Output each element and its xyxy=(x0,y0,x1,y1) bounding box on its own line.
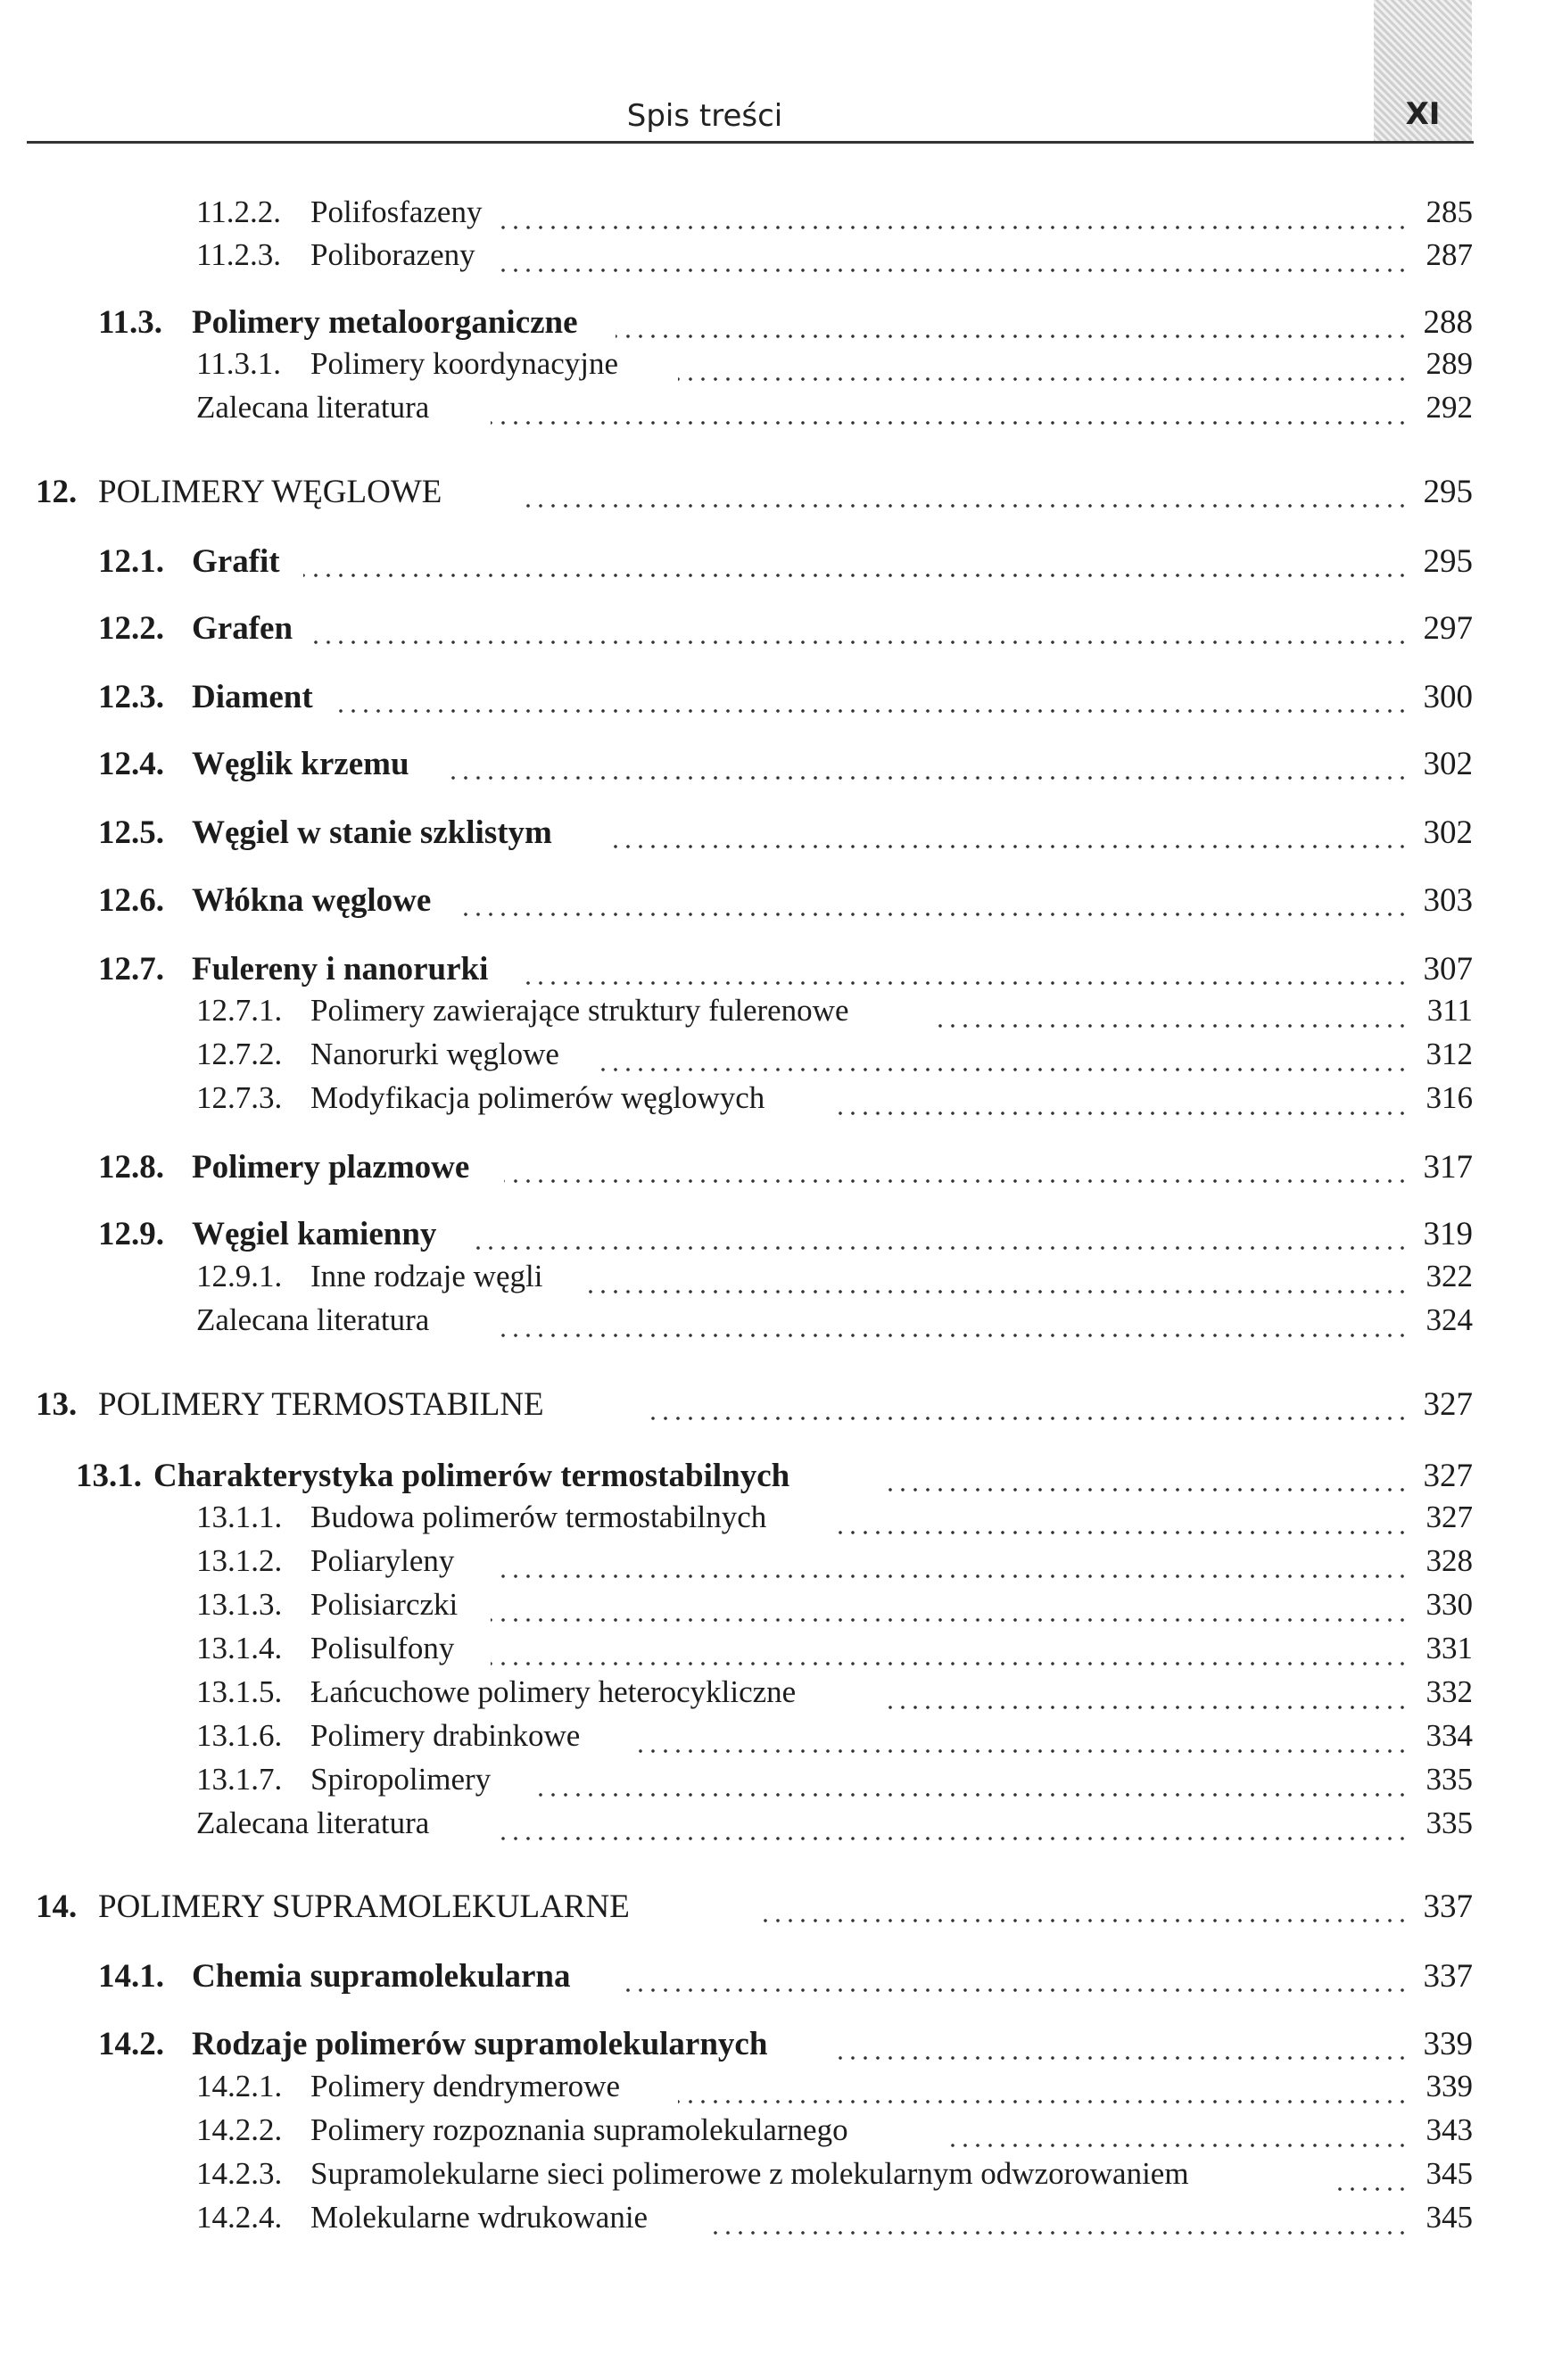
entry-number: 12.7. xyxy=(98,951,164,988)
toc-entry[interactable] xyxy=(0,303,1562,344)
entry-title: Polimery koordynacyjne xyxy=(310,346,625,382)
toc-entry[interactable] xyxy=(0,346,1562,387)
toc-entry[interactable] xyxy=(0,1080,1562,1121)
entry-number: 12.3. xyxy=(98,679,164,715)
toc-entry[interactable] xyxy=(0,2200,1562,2241)
entry-number: 14.2. xyxy=(98,2026,164,2062)
entry-title: Łańcuchowe polimery heterocykliczne xyxy=(310,1674,803,1710)
entry-page: 287 xyxy=(1410,237,1473,273)
entry-number: 14.2.3. xyxy=(196,2156,283,2191)
toc-entry[interactable] xyxy=(0,194,1562,236)
dot-leader xyxy=(500,1572,1409,1581)
entry-page: 328 xyxy=(1410,1543,1473,1579)
entry-number: 13.1.6. xyxy=(196,1718,283,1753)
entry-number: 12.6. xyxy=(98,882,164,919)
entry-page: 288 xyxy=(1410,303,1473,342)
entry-page: 334 xyxy=(1410,1718,1473,1754)
dot-leader xyxy=(500,223,1409,232)
dot-leader xyxy=(491,1616,1409,1624)
dot-leader xyxy=(616,332,1409,341)
dot-leader xyxy=(500,266,1409,275)
toc-entry[interactable] xyxy=(0,1385,1562,1426)
entry-title: Polimery zawierające struktury fulerenowe xyxy=(310,993,856,1029)
entry-number: 12.7.3. xyxy=(196,1080,283,1115)
dot-leader xyxy=(491,1659,1409,1668)
entry-page: 324 xyxy=(1410,1302,1473,1338)
entry-number: 12.9.1. xyxy=(196,1259,283,1293)
entry-number: 11.3. xyxy=(98,304,162,341)
entry-number: 12.5. xyxy=(98,814,164,851)
entry-title: Modyfikacja polimerów węglowych xyxy=(310,1080,772,1116)
dot-leader xyxy=(839,2054,1409,2062)
entry-title: Grafit xyxy=(192,542,287,581)
toc-entry[interactable] xyxy=(0,678,1562,719)
dot-leader xyxy=(446,773,1409,782)
entry-page: 295 xyxy=(1410,473,1473,511)
entry-title: POLIMERY SUPRAMOLEKULARNE xyxy=(98,1888,637,1926)
entry-number: 13.1.7. xyxy=(196,1762,283,1797)
entry-title: Rodzaje polimerów supramolekularnych xyxy=(192,2025,774,2063)
toc-entry[interactable] xyxy=(0,2156,1562,2197)
entry-page: 285 xyxy=(1410,194,1473,230)
entry-page: 335 xyxy=(1410,1806,1473,1841)
toc-entry[interactable] xyxy=(0,1259,1562,1300)
dot-leader xyxy=(517,979,1409,988)
entry-number: 12.7.1. xyxy=(196,993,283,1028)
entry-number: 11.3.1. xyxy=(196,346,281,381)
dot-leader xyxy=(607,842,1409,851)
toc-entry[interactable] xyxy=(0,1718,1562,1759)
entry-page: 335 xyxy=(1410,1762,1473,1797)
entry-title: Chemia supramolekularna xyxy=(192,1957,578,1996)
dot-leader xyxy=(883,1485,1409,1494)
toc-entry[interactable] xyxy=(0,1037,1562,1078)
entry-number: 14. xyxy=(36,1888,78,1925)
toc-entry[interactable] xyxy=(0,1888,1562,1929)
entry-number: 13.1.2. xyxy=(196,1543,283,1578)
dot-leader xyxy=(883,1703,1409,1712)
entry-page: 302 xyxy=(1410,745,1473,783)
toc-entry[interactable] xyxy=(0,1148,1562,1189)
toc-entry[interactable] xyxy=(0,1587,1562,1628)
entry-title: Diament xyxy=(192,678,320,716)
dot-leader xyxy=(303,571,1409,580)
entry-number: 12.4. xyxy=(98,746,164,782)
entry-title: Polimery plazmowe xyxy=(192,1148,476,1186)
entry-page: 345 xyxy=(1410,2156,1473,2192)
entry-title: Poliborazeny xyxy=(310,237,483,273)
entry-title: Spiropolimery xyxy=(310,1762,498,1797)
entry-page: 331 xyxy=(1410,1631,1473,1666)
dot-leader xyxy=(491,418,1409,427)
entry-page: 297 xyxy=(1410,609,1473,648)
entry-title: Polimery dendrymerowe xyxy=(310,2069,627,2104)
running-head-title: Spis treści xyxy=(626,98,783,134)
entry-title: Fulereny i nanorurki xyxy=(192,950,495,988)
page-number: XI xyxy=(1405,96,1441,132)
entry-number: 14.1. xyxy=(98,1958,164,1995)
toc-entry[interactable] xyxy=(0,2112,1562,2153)
entry-page: 345 xyxy=(1410,2200,1473,2235)
entry-page: 295 xyxy=(1410,542,1473,581)
dot-leader xyxy=(758,1916,1409,1925)
entry-title: Supramolekularne sieci polimerowe z molekularnym odwzorowaniem xyxy=(310,2156,1196,2192)
entry-page: 339 xyxy=(1410,2069,1473,2104)
dot-leader xyxy=(495,1834,1409,1843)
toc-entry[interactable] xyxy=(0,950,1562,991)
dot-leader xyxy=(678,375,1409,384)
entry-page: 303 xyxy=(1410,881,1473,920)
entry-title: Grafen xyxy=(192,609,300,648)
entry-number: 13.1.1. xyxy=(196,1500,283,1534)
entry-number: 12.9. xyxy=(98,1216,164,1252)
toc-entry[interactable] xyxy=(0,609,1562,650)
dot-leader xyxy=(517,501,1409,510)
toc-entry[interactable] xyxy=(0,1302,1562,1343)
toc-entry[interactable] xyxy=(0,1762,1562,1803)
dot-leader xyxy=(839,1528,1409,1537)
entry-page: 300 xyxy=(1410,678,1473,716)
dot-leader xyxy=(495,1331,1409,1340)
entry-number: 13. xyxy=(36,1386,78,1423)
entry-title: Polimery rozpoznania supramolekularnego xyxy=(310,2112,855,2148)
dot-leader xyxy=(589,1287,1409,1296)
toc-entry[interactable] xyxy=(0,745,1562,786)
toc-entry[interactable] xyxy=(0,2069,1562,2110)
entry-number: 14.2.2. xyxy=(196,2112,283,2147)
dot-leader xyxy=(1338,2185,1409,2194)
entry-number: 12. xyxy=(36,474,78,510)
entry-number: 13.1.4. xyxy=(196,1631,283,1665)
entry-page: 327 xyxy=(1410,1500,1473,1535)
dot-leader xyxy=(937,1021,1409,1030)
dot-leader xyxy=(339,707,1409,715)
entry-number: 13.1.5. xyxy=(196,1674,283,1709)
entry-title: Włókna węglowe xyxy=(192,881,438,920)
toc-entry[interactable] xyxy=(0,1543,1562,1584)
toc-entry[interactable] xyxy=(0,1957,1562,1998)
entry-title: POLIMERY TERMOSTABILNE xyxy=(98,1385,551,1424)
entry-number: 14.2.4. xyxy=(196,2200,283,2235)
entry-number: 12.7.2. xyxy=(196,1037,283,1071)
entry-page: 302 xyxy=(1410,814,1473,852)
toc-entry[interactable] xyxy=(0,1806,1562,1847)
dot-leader xyxy=(642,1414,1409,1423)
entry-page: 319 xyxy=(1410,1215,1473,1253)
entry-title: Nanorurki węglowe xyxy=(310,1037,566,1072)
entry-title: Zalecana literatura xyxy=(196,1806,436,1841)
entry-page: 327 xyxy=(1410,1385,1473,1424)
entry-number: 14.2.1. xyxy=(196,2069,283,2103)
toc-entry[interactable] xyxy=(0,1500,1562,1541)
dot-leader xyxy=(598,1065,1409,1074)
toc-entry[interactable] xyxy=(0,993,1562,1034)
toc-entry[interactable] xyxy=(0,473,1562,514)
entry-number: 11.2.3. xyxy=(196,237,281,272)
dot-leader xyxy=(946,2141,1409,2150)
entry-number: 12.1. xyxy=(98,543,164,580)
entry-title: Węgiel kamienny xyxy=(192,1215,443,1253)
entry-title: Molekularne wdrukowanie xyxy=(310,2200,655,2235)
dot-leader xyxy=(535,1790,1409,1799)
toc-entry[interactable] xyxy=(0,814,1562,855)
dot-leader xyxy=(839,1109,1409,1118)
dot-leader xyxy=(678,2097,1409,2106)
entry-number: 12.2. xyxy=(98,610,164,647)
toc-entry[interactable] xyxy=(0,237,1562,278)
toc-entry[interactable] xyxy=(0,881,1562,922)
entry-title: Polisiarczki xyxy=(310,1587,465,1623)
entry-title: Węgiel w stanie szklistym xyxy=(192,814,559,852)
entry-title: Polifosfazeny xyxy=(310,194,489,230)
entry-title: Zalecana literatura xyxy=(196,1302,436,1338)
toc-entry[interactable] xyxy=(0,1631,1562,1672)
entry-page: 327 xyxy=(1410,1457,1473,1495)
entry-title: Budowa polimerów termostabilnych xyxy=(310,1500,773,1535)
entry-page: 332 xyxy=(1410,1674,1473,1710)
entry-page: 316 xyxy=(1410,1080,1473,1116)
entry-title: Polimery drabinkowe xyxy=(310,1718,587,1754)
entry-number: 12.8. xyxy=(98,1149,164,1186)
dot-leader xyxy=(312,638,1409,647)
entry-page: 343 xyxy=(1410,2112,1473,2148)
entry-number: 13.1. xyxy=(76,1458,142,1494)
dot-leader xyxy=(473,1244,1409,1252)
toc-entry[interactable] xyxy=(0,2025,1562,2066)
entry-page: 317 xyxy=(1410,1148,1473,1186)
entry-page: 311 xyxy=(1410,993,1473,1029)
entry-page: 292 xyxy=(1410,390,1473,426)
entry-page: 307 xyxy=(1410,950,1473,988)
entry-page: 339 xyxy=(1410,2025,1473,2063)
entry-title: Polimery metaloorganiczne xyxy=(192,303,585,342)
dot-leader xyxy=(464,910,1409,919)
toc-entry[interactable] xyxy=(0,1215,1562,1256)
entry-page: 337 xyxy=(1410,1957,1473,1996)
toc-entry[interactable] xyxy=(0,390,1562,431)
entry-number: 13.1.3. xyxy=(196,1587,283,1622)
dot-leader xyxy=(633,1747,1409,1756)
entry-title: Inne rodzaje węgli xyxy=(310,1259,550,1294)
dot-leader xyxy=(624,1986,1409,1995)
entry-title: Zalecana literatura xyxy=(196,390,436,426)
entry-title: POLIMERY WĘGLOWE xyxy=(98,473,449,511)
entry-page: 330 xyxy=(1410,1587,1473,1623)
entry-title: Charakterystyka polimerów termostabilnych xyxy=(153,1457,797,1495)
entry-title: Polisulfony xyxy=(310,1631,461,1666)
entry-title: Poliaryleny xyxy=(310,1543,461,1579)
entry-number: 11.2.2. xyxy=(196,194,281,229)
entry-page: 322 xyxy=(1410,1259,1473,1294)
entry-page: 289 xyxy=(1410,346,1473,382)
entry-title: Węglik krzemu xyxy=(192,745,417,783)
entry-page: 337 xyxy=(1410,1888,1473,1926)
dot-leader xyxy=(714,2228,1409,2237)
toc-entry[interactable] xyxy=(0,542,1562,583)
toc-entry[interactable] xyxy=(0,1457,1562,1498)
entry-page: 312 xyxy=(1410,1037,1473,1072)
toc-entry[interactable] xyxy=(0,1674,1562,1715)
dot-leader xyxy=(504,1177,1409,1186)
